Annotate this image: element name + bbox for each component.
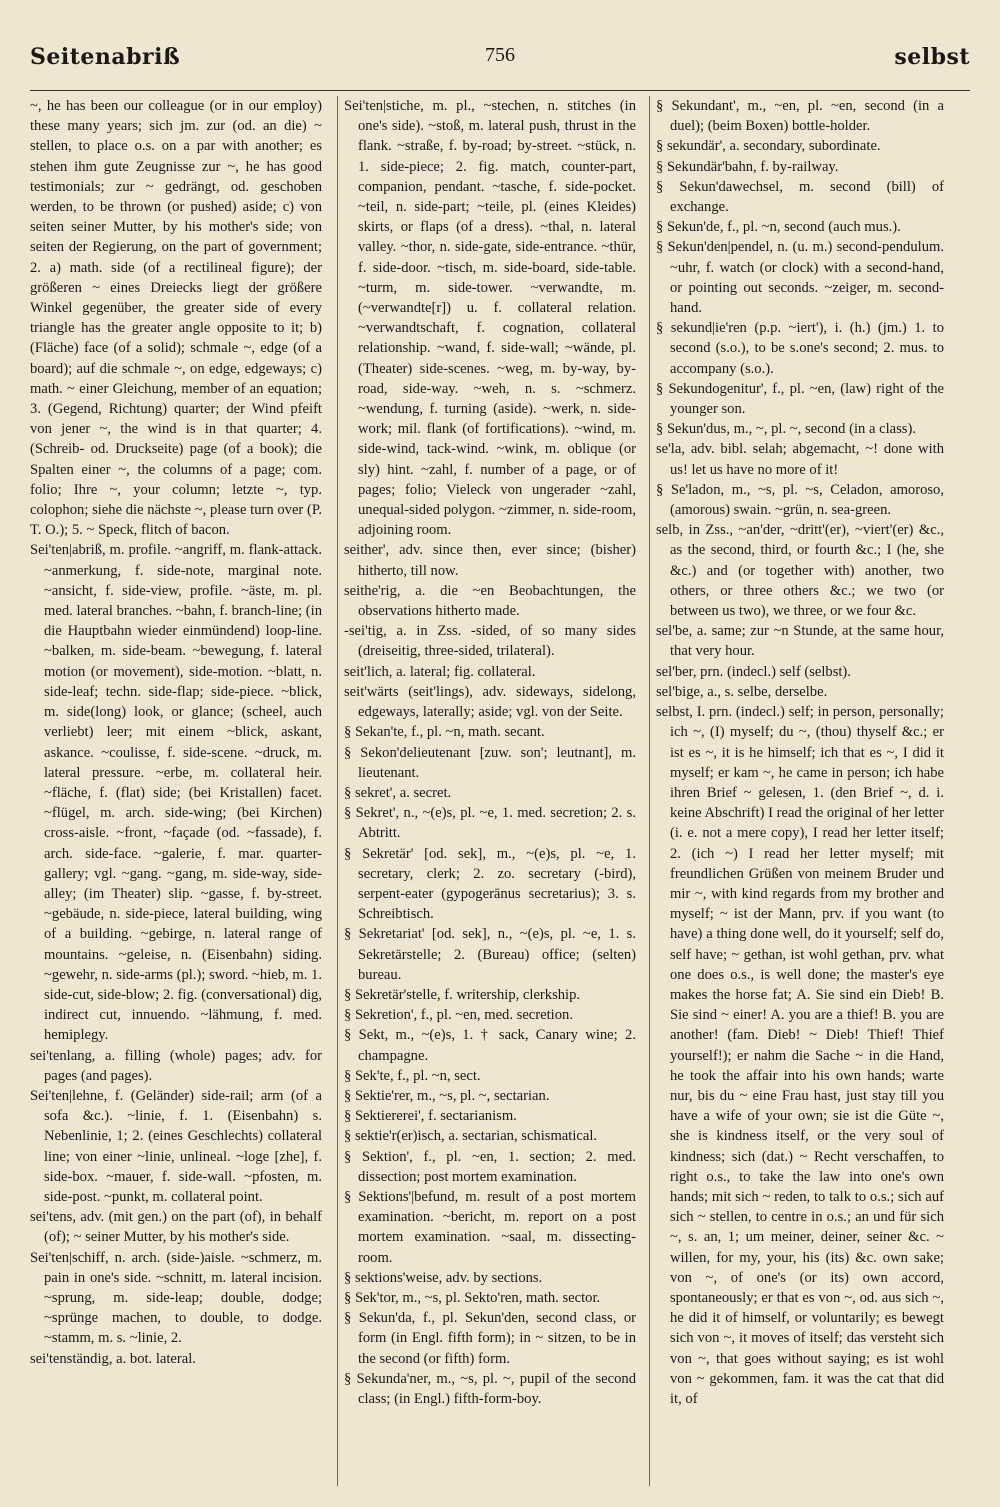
dictionary-entry: § Sekunda'ner, m., ~s, pl. ~, pupil of the second class; (in Engl.) fifth-form-boy.	[344, 1370, 636, 1407]
left-running-headword: Seitenabriß	[30, 44, 181, 70]
column-3	[656, 96, 944, 1486]
dictionary-entry: selbst, I. prn. (indecl.) self; in person, personally; ich ~, (I) myself; du ~, (thou) thyself &c.; er ist es ~, it is he himself; ich that es ~, I did it myself; er kam ~, he came in person; ich habe ihren Brief ~ gelesen, 1. (den Brief ~, d. i. keine Abschrift) I read the original of her letter (i. e. not a mere copy), I read her letter itself; 2. (ich ~) I read her letter myself; mit freundlichen Grüßen von meinem Bruder und mir ~, with kind regards from my brother and myself; ~ ist der Mann, prv. if you want (to have) a thing done well, do it yourself; self do, self have; ~ gethan, ist wohl gethan, prv. what one does o.s., is well done; the master's eye makes the horse fat; A. Sie sind ein Dieb! B. Sie sind ~ einer! A. you are a thief! B. you are another! (fam. Dieb! ~ Dieb! Thief! Thief yourself!); er nahm die Sache ~ in die Hand, he took the affair into his own hands; warte nur, bis du ~ eine Frau hast, just stay till you have a wife of your own; sie ist die Güte ~, she is kindness itself, or the very soul of kindness; sich (dat.) ~ Recht verschaffen, to right o.s., to take the law into one's own hands; mit sich ~ reden, to talk to o.s.; sich auf sich ~ stellen, to centre in o.s.; an und für sich ~, s. an, 1; um meiner, deiner, seiner &c. ~ willen, for my, your, his (its) &c. own sake; von ~, of one's (or its) own accord, spontaneously; er that es von ~, od. aus sich ~, he did it of himself, or voluntarily; es bewegt sich von ~, it moves of itself; das versteht sich von ~, that goes without saying; es ist wohl von ~ gekommen, fam. it was the cat that did it, of	[656, 704, 944, 1407]
dictionary-entry: § sekundär', a. secondary, subordinate.	[656, 138, 881, 155]
column-divider	[649, 96, 650, 1486]
page-number: 756	[485, 44, 515, 66]
dictionary-entry: sei'tenständig, a. bot. lateral.	[30, 1350, 196, 1367]
dictionary-entry: § Sekretion', f., pl. ~en, med. secretion.	[344, 1007, 573, 1024]
dictionary-entry: selb, in Zss., ~an'der, ~dritt'(er), ~viert'(er) &c., as the second, third, or fourth &c.; I (he, she &c.) and (or together with) another, two others, or three others &c.; we two (or between us two), we three, or we four &c.	[656, 522, 944, 620]
dictionary-entry: § sektie'r(er)isch, a. sectarian, schismatical.	[344, 1128, 598, 1145]
dictionary-entry: § Sek'tor, m., ~s, pl. Sekto'ren, math. sector.	[344, 1289, 601, 1306]
dictionary-entry: § Sekun'den|pendel, n. (u. m.) second-pendulum. ~uhr, f. watch (or clock) with a second-hand, or pointing out seconds. ~zeiger, m. second-hand.	[656, 239, 944, 317]
dictionary-entry: § Sekretariat' [od. sek], n., ~(e)s, pl. ~e, 1. s. Sekretärstelle; 2. (Bureau) office; (selten) bureau.	[344, 926, 636, 983]
header-rule	[30, 90, 970, 91]
column-divider	[337, 96, 338, 1486]
dictionary-entry: se'la, adv. bibl. selah; abgemacht, ~! done with us! let us have no more of it!	[656, 441, 944, 478]
dictionary-entry: seithe'rig, a. die ~en Beobachtungen, the observations hitherto made.	[344, 582, 636, 620]
dictionary-entry: § Sekundogenitur', f., pl. ~en, (law) right of the younger son.	[656, 380, 944, 418]
page-header	[30, 44, 970, 84]
dictionary-entry: § Se'ladon, m., ~s, pl. ~s, Celadon, amoroso, (amorous) swain. ~grün, n. sea-green.	[656, 481, 944, 519]
dictionary-entry: § sektions'weise, adv. by sections.	[344, 1269, 543, 1286]
dictionary-entry: § Sekundär'bahn, f. by-railway.	[656, 158, 839, 175]
dictionary-entry: Sei'ten|abriß, m. profile. ~angriff, m. flank-attack. ~anmerkung, f. side-note, marginal note. ~ansicht, f. side-view, profile. ~äste, m. pl. med. lateral branches. ~bahn, f. branch-line; (in die Hauptbahn wieder einmündend) loop-line. ~balken, m. side-beam. ~bewegung, f. lateral motion (or movement), side-motion. ~blatt, n. side-leaf; techn. side-flap; side-piece. ~blick, m. side(long) look, or glance; (scheel, auch verliebt) leer; mit einem ~blick, askant, askance. ~coulisse, f. side-scene. ~druck, m. lateral pressure. ~erbe, m. collateral heir. ~fläche, f. (flat) side; (bei Kristallen) facet. ~flügel, m. arch. side-wing; (bei Kirchen) cross-aisle. ~front, ~façade (od. ~fassade), f. arch. side-face. ~galerie, f. mar. quarter-gallery; vgl. ~gang. ~gang, m. side-way, side-alley; (im Theater) slip. ~gasse, f. by-street. ~gebäude, n. side-piece, lateral building, wing of a building. ~gebirge, n. lateral range of mountains. ~geleise, n. (Eisenbahn) siding. ~gewehr, n. side-arms (pl.); sword. ~hieb, m. 1. side-cut, side-blow; 2. fig. (conversational) dig, indirect cut, innuendo. ~lähmung, f. med. hemiplegy.	[30, 542, 322, 1044]
dictionary-entry: § Sektie'rer, m., ~s, pl. ~, sectarian.	[344, 1087, 550, 1104]
dictionary-entry: sel'ber, prn. (indecl.) self (selbst).	[656, 663, 851, 680]
column-2	[344, 96, 636, 1486]
dictionary-entry: Sei'ten|stiche, m. pl., ~stechen, n. stitches (in one's side). ~stoß, m. lateral push, thrust in the flank. ~straße, f. by-road; by-street. ~stück, n. 1. side-piece; 2. fig. match, counter-part, companion, pendant. ~tasche, f. side-pocket. ~teil, n. side-part; ~teile, pl. (eines Kleides) skirts, or flaps (of a dress). ~thal, n. lateral valley. ~thor, n. side-gate, side-entrance. ~thür, f. side-door. ~tisch, m. side-board, side-table. ~turm, m. side-tower. ~verwandte, m. (~verwandte[r]) u. f. collateral relation. ~verwandtschaft, f. cognation, collateral relationship. ~wand, f. side-wall; ~wände, pl. (Theater) side-scenes. ~weg, m. by-way, by-road, side-way. ~weh, n. s. ~schmerz. ~wendung, f. turning (aside). ~werk, n. side-work; mil. flank (of fortifications). ~wind, m. side-wind, tack-wind. ~wink, m. oblique (or sly) hint. ~zahl, f. number of a page, or of pages; folio; Vieleck von ungerader ~zahl, unequal-sided polygon. ~zimmer, n. side-room, adjoining room.	[344, 98, 636, 539]
column-1	[30, 96, 322, 1486]
dictionary-entry: sei'tens, adv. (mit gen.) on the part (of), in behalf (of); ~ seiner Mutter, by his mother's side.	[30, 1209, 322, 1246]
dictionary-entry: § Sekun'dawechsel, m. second (bill) of exchange.	[656, 178, 944, 216]
dictionary-entry: seit'lich, a. lateral; fig. collateral.	[344, 663, 536, 680]
dictionary-entry: § Sektiererei', f. sectarianism.	[344, 1108, 517, 1125]
dictionary-entry: § Sekan'te, f., pl. ~n, math. secant.	[344, 724, 545, 741]
dictionary-entry: § Sekun'dus, m., ~, pl. ~, second (in a class).	[656, 421, 916, 438]
dictionary-entry: sei'tenlang, a. filling (whole) pages; adv. for pages (and pages).	[30, 1047, 322, 1084]
dictionary-entry: ~, he has been our colleague (or in our employ) these many years; sich jm. zur (od. an die) ~ stellen, to place o.s. on a par with another; es stehen ihm gute Zeugnisse zur ~, he has good testimonials; zur ~ gedrängt, od. geschoben werden, to be thrown (or pushed) aside; c) von seiten seiner Mutter, by his mother's side; von seiten der Regierung, on the part of government; 2. a) math. side (of a rectilineal figure); der größeren ~ eines Dreiecks liegt der größere Winkel gegenüber, the greater side of every triangle has the greater angle opposite to it; b) (Fläche) face (of a solid); schmale ~, edge (of a board); auf die schmale ~, on edge, edgeways; c) math. ~ einer Gleichung, member of an equation; 3. (Gegend, Richtung) quarter; der Wind pfeift von jener ~, the wind is in that quarter; 4. (Schreib- od. Druckseite) page (of a book); die Spalten einer ~, the columns of a page; com. folio; Ihre ~, your column; letzte ~, typ. colophon; siehe die nächste ~, please turn over (P. T. O.); 5. ~ Speck, flitch of bacon.	[30, 98, 322, 539]
dictionary-entry: § Sekt, m., ~(e)s, 1. † sack, Canary wine; 2. champagne.	[344, 1027, 636, 1064]
dictionary-entry: § sekund|ie'ren (p.p. ~iert'), i. (h.) (jm.) 1. to second (s.o.), to be s.one's second; 2. mus. to accompany (s.o.).	[656, 320, 944, 377]
dictionary-entry: Sei'ten|schiff, n. arch. (side-)aisle. ~schmerz, m. pain in one's side. ~schnitt, m. lateral incision. ~sprung, m. side-leap; double, dodge; ~sprünge machen, to double, to dodge. ~stamm, m. s. ~linie, 2.	[30, 1249, 322, 1347]
dictionary-entry: § Sekun'da, f., pl. Sekun'den, second class, or form (in Engl. fifth form); in ~ sitzen, to be in the second (or fifth) form.	[344, 1310, 636, 1367]
dictionary-entry: sel'bige, a., s. selbe, derselbe.	[656, 683, 828, 700]
dictionary-entry: § Sekretär' [od. sek], m., ~(e)s, pl. ~e, 1. secretary, clerk; 2. zo. secretary (-bird), serpent-eater (gypogerānus secretarius); 3. s. Schreibtisch.	[344, 845, 636, 923]
dictionary-entry: § Sekretär'stelle, f. writership, clerkship.	[344, 986, 581, 1003]
dictionary-entry: sel'be, a. same; zur ~n Stunde, at the same hour, that very hour.	[656, 623, 944, 660]
dictionary-entry: § Sekret', n., ~(e)s, pl. ~e, 1. med. secretion; 2. s. Abtritt.	[344, 805, 636, 842]
right-running-headword: selbst	[894, 44, 970, 70]
dictionary-entry: § Sekon'delieutenant [zuw. son'; leutnant], m. lieutenant.	[344, 744, 636, 781]
dictionary-entry: § Sek'te, f., pl. ~n, sect.	[344, 1067, 481, 1084]
dictionary-entry: § sekret', a. secret.	[344, 784, 452, 801]
dictionary-entry: -sei'tig, a. in Zss. -sided, of so many sides (dreiseitig, three-sided, trilateral).	[344, 623, 636, 660]
dictionary-entry: seit'wärts (seit'lings), adv. sideways, sidelong, edgeways, laterally; aside; vgl. von der Seite.	[344, 683, 636, 721]
dictionary-entry: Sei'ten|lehne, f. (Geländer) side-rail; arm (of a sofa &c.). ~linie, f. 1. (Eisenbahn) s. Nebenlinie, 1; 2. (eines Geschlechts) collateral line; von einer ~linie, unlineal. ~loge [zhe], f. side-box. ~mauer, f. side-wall. ~pfosten, m. side-post. ~punkt, m. collateral point.	[30, 1087, 322, 1205]
dictionary-entry: § Sekun'de, f., pl. ~n, second (auch mus.).	[656, 219, 901, 236]
dictionary-entry: § Sektions'|befund, m. result of a post mortem examination. ~bericht, m. report on a post mortem examination. ~saal, m. dissecting-room.	[344, 1188, 636, 1266]
dictionary-entry: § Sekundant', m., ~en, pl. ~en, second (in a duel); (beim Boxen) bottle-holder.	[656, 98, 944, 135]
dictionary-entry: § Sektion', f., pl. ~en, 1. section; 2. med. dissection; post mortem examination.	[344, 1148, 636, 1185]
dictionary-entry: seither', adv. since then, ever since; (bisher) hitherto, till now.	[344, 542, 636, 579]
